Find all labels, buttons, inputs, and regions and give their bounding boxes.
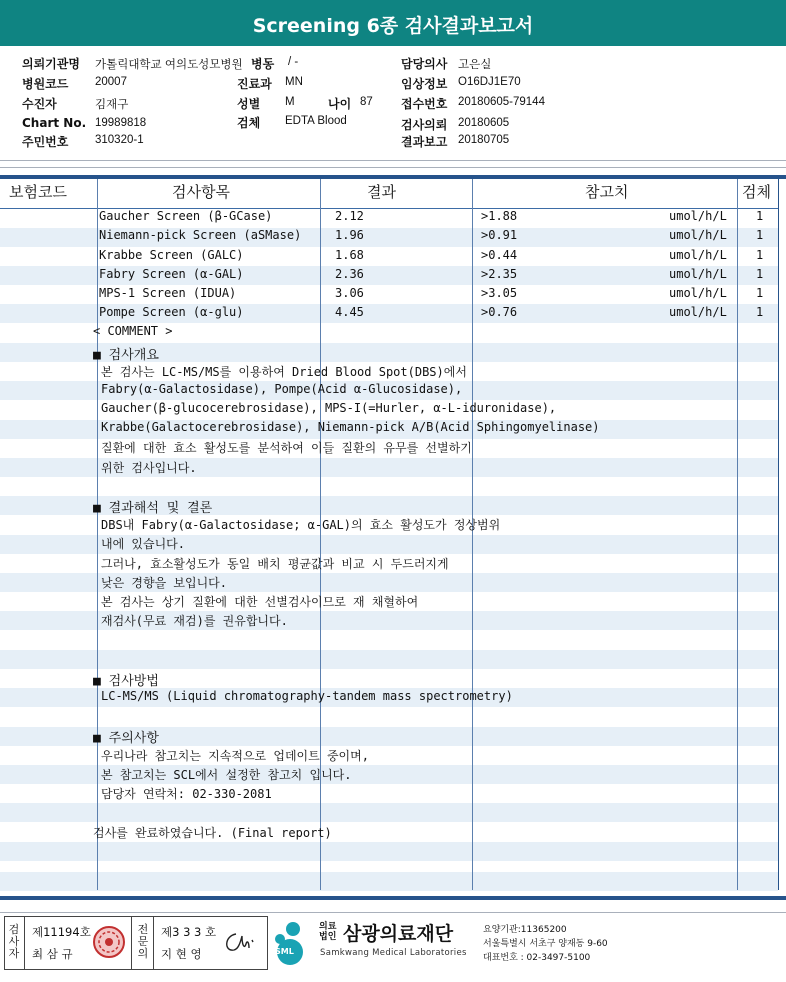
column-line <box>778 179 779 890</box>
doctor-value: 고은실 <box>458 59 492 71</box>
row-ref: >0.44 <box>481 248 518 262</box>
seal-icon <box>92 925 126 959</box>
row-item: Niemann-pick Screen (aSMase) <box>99 228 302 242</box>
clinical-label: 임상정보 <box>401 77 448 91</box>
row-result: 3.06 <box>335 286 364 300</box>
comment-line: Gaucher(β-glucocerebrosidase), MPS-I(=Hurler, α-L-iduronidase), <box>101 401 557 415</box>
col-header-result: 결과 <box>367 183 396 201</box>
comment-line: 질환에 대한 효소 활성도를 분석하여 이들 질환의 유무를 선별하기 <box>101 441 472 455</box>
comment-line: 그러나, 효소활성도가 동일 배치 평균값과 비교 시 두드러지게 <box>101 557 449 571</box>
column-line <box>737 179 738 890</box>
report-value: 20180705 <box>458 134 510 146</box>
row-unit: umol/h/L <box>669 286 727 300</box>
row-spec: 1 <box>756 209 764 223</box>
ward-label: 병동 <box>251 57 275 71</box>
stripe-row <box>0 650 778 669</box>
id-label: 주민번호 <box>22 135 69 149</box>
table-bottom-border <box>0 896 786 900</box>
col-header-ref: 참고치 <box>585 183 629 201</box>
row-result: 1.68 <box>335 248 364 262</box>
org-address: 서울특별시 서초구 양재동 9-60 <box>483 939 608 949</box>
specialist-name: 지 현 영 <box>161 947 202 961</box>
clinical-value: O16DJ1E70 <box>458 76 521 88</box>
row-item: Krabbe Screen (GALC) <box>99 248 244 262</box>
row-ref: >2.35 <box>481 267 518 281</box>
comment-line: 재검사(무료 재검)를 권유합니다. <box>101 614 288 628</box>
row-unit: umol/h/L <box>669 305 727 319</box>
col-header-specimen: 검체 <box>742 183 771 201</box>
row-item: Pompe Screen (α-glu) <box>99 305 244 319</box>
req-value: 20180605 <box>458 117 510 129</box>
col-header-code: 보험코드 <box>9 183 67 201</box>
comment-line: 내에 있습니다. <box>101 537 186 551</box>
divider <box>0 167 786 168</box>
row-ref: >1.88 <box>481 209 518 223</box>
comment-line: 담당자 연락처: 02-330-2081 <box>101 787 272 801</box>
section-heading: ■ 검사개요 <box>93 348 159 363</box>
inst-label: 의뢰기관명 <box>22 57 80 71</box>
row-unit: umol/h/L <box>669 228 727 242</box>
report-label: 결과보고 <box>401 135 448 149</box>
req-label: 검사의뢰 <box>401 118 448 132</box>
column-line <box>97 179 98 890</box>
logo-text: SML <box>275 947 294 956</box>
row-result: 2.36 <box>335 267 364 281</box>
code-label: 병원코드 <box>22 77 69 91</box>
table-top-border <box>0 175 786 179</box>
row-item: Gaucher Screen (β-GCase) <box>99 209 273 223</box>
row-result: 4.45 <box>335 305 364 319</box>
final-report-note: 검사를 완료하였습니다. (Final report) <box>93 826 332 840</box>
column-line <box>472 179 473 890</box>
inst-value: 가톨릭대학교 여의도성모병원 <box>95 59 243 71</box>
stripe-row <box>0 872 778 891</box>
row-spec: 1 <box>756 286 764 300</box>
org-code: 요양기관:11365200 <box>483 925 567 935</box>
org-name: 삼광의료재단 <box>343 923 454 945</box>
row-unit: umol/h/L <box>669 209 727 223</box>
comment-line: 우리나라 참고치는 지속적으로 업데이트 중이며, <box>101 749 369 763</box>
row-item: Fabry Screen (α-GAL) <box>99 267 244 281</box>
comment-line: 본 참고치는 SCL에서 설정한 참고치 입니다. <box>101 768 352 782</box>
org-phone: 대표번호 : 02-3497-5100 <box>483 953 591 963</box>
id-value: 310320-1 <box>95 134 144 146</box>
comment-line: 본 검사는 LC-MS/MS를 이용하여 Dried Blood Spot(DBS)에서 <box>101 365 467 379</box>
dept-label: 진료과 <box>237 77 272 91</box>
comment-line: Krabbe(Galactocerebrosidase), Niemann-pick A/B(Acid Sphingomyelinase) <box>101 420 600 434</box>
row-unit: umol/h/L <box>669 267 727 281</box>
tester-label: 검사자 <box>8 923 20 960</box>
section-heading: ■ 결과해석 및 결론 <box>93 501 213 516</box>
specialist-label: 전문의 <box>137 923 149 960</box>
comment-line: Fabry(α-Galactosidase), Pompe(Acid α-Glucosidase), <box>101 382 463 396</box>
patient-value: 김재구 <box>95 99 129 111</box>
specialist-license: 제3 3 3 호 <box>161 925 217 939</box>
col-header-item: 검사항목 <box>172 183 230 201</box>
ward-value: / - <box>288 56 299 68</box>
specimen-label: 검체 <box>237 116 261 130</box>
comment-line: 본 검사는 상기 질환에 대한 선별검사이므로 재 채혈하여 <box>101 595 419 609</box>
chart-value: 19989818 <box>95 117 147 129</box>
tester-license: 제11194호 <box>32 925 91 939</box>
doctor-label: 담당의사 <box>401 57 448 71</box>
org-english-name: Samkwang Medical Laboratories <box>320 948 467 958</box>
receipt-value: 20180605-79144 <box>458 96 545 108</box>
tester-name: 최 삼 규 <box>32 947 73 961</box>
patient-label: 수진자 <box>22 97 57 111</box>
row-ref: >3.05 <box>481 286 518 300</box>
row-ref: >0.76 <box>481 305 518 319</box>
row-result: 1.96 <box>335 228 364 242</box>
code-value: 20007 <box>95 76 127 88</box>
org-prefix: 의료법인 <box>319 922 337 942</box>
row-item: MPS-1 Screen (IDUA) <box>99 286 237 300</box>
divider <box>131 917 132 969</box>
row-unit: umol/h/L <box>669 248 727 262</box>
row-result: 2.12 <box>335 209 364 223</box>
chart-label: Chart No. <box>22 116 87 130</box>
section-heading: ■ 검사방법 <box>93 674 159 689</box>
row-spec: 1 <box>756 228 764 242</box>
sml-logo-icon <box>270 918 316 966</box>
comment-line: DBS내 Fabry(α-Galactosidase; α-GAL)의 효소 활성도가 정상범위 <box>101 518 501 532</box>
dept-value: MN <box>285 76 303 88</box>
age-label: 나이 <box>328 97 352 111</box>
divider <box>0 160 786 161</box>
stripe-row <box>0 842 778 861</box>
divider <box>24 917 25 969</box>
comment-line: LC-MS/MS (Liquid chromatography-tandem mass spectrometry) <box>101 689 513 703</box>
sex-label: 성별 <box>237 97 261 111</box>
column-line <box>320 179 321 890</box>
sex-value: M <box>285 96 295 108</box>
divider <box>0 912 786 913</box>
divider <box>153 917 154 969</box>
signature-icon <box>222 930 258 956</box>
stripe-row <box>0 803 778 822</box>
row-spec: 1 <box>756 267 764 281</box>
row-spec: 1 <box>756 305 764 319</box>
section-heading: ■ 주의사항 <box>93 731 159 746</box>
row-spec: 1 <box>756 248 764 262</box>
comment-line: 위한 검사입니다. <box>101 461 197 475</box>
row-ref: >0.91 <box>481 228 518 242</box>
comment-line: 낮은 경향을 보입니다. <box>101 576 228 590</box>
specimen-value: EDTA Blood <box>285 115 347 127</box>
comment-header: < COMMENT > <box>93 324 173 338</box>
receipt-label: 접수번호 <box>401 97 448 111</box>
report-title: Screening 6종 검사결과보고서 <box>252 15 534 37</box>
age-value: 87 <box>360 96 373 108</box>
